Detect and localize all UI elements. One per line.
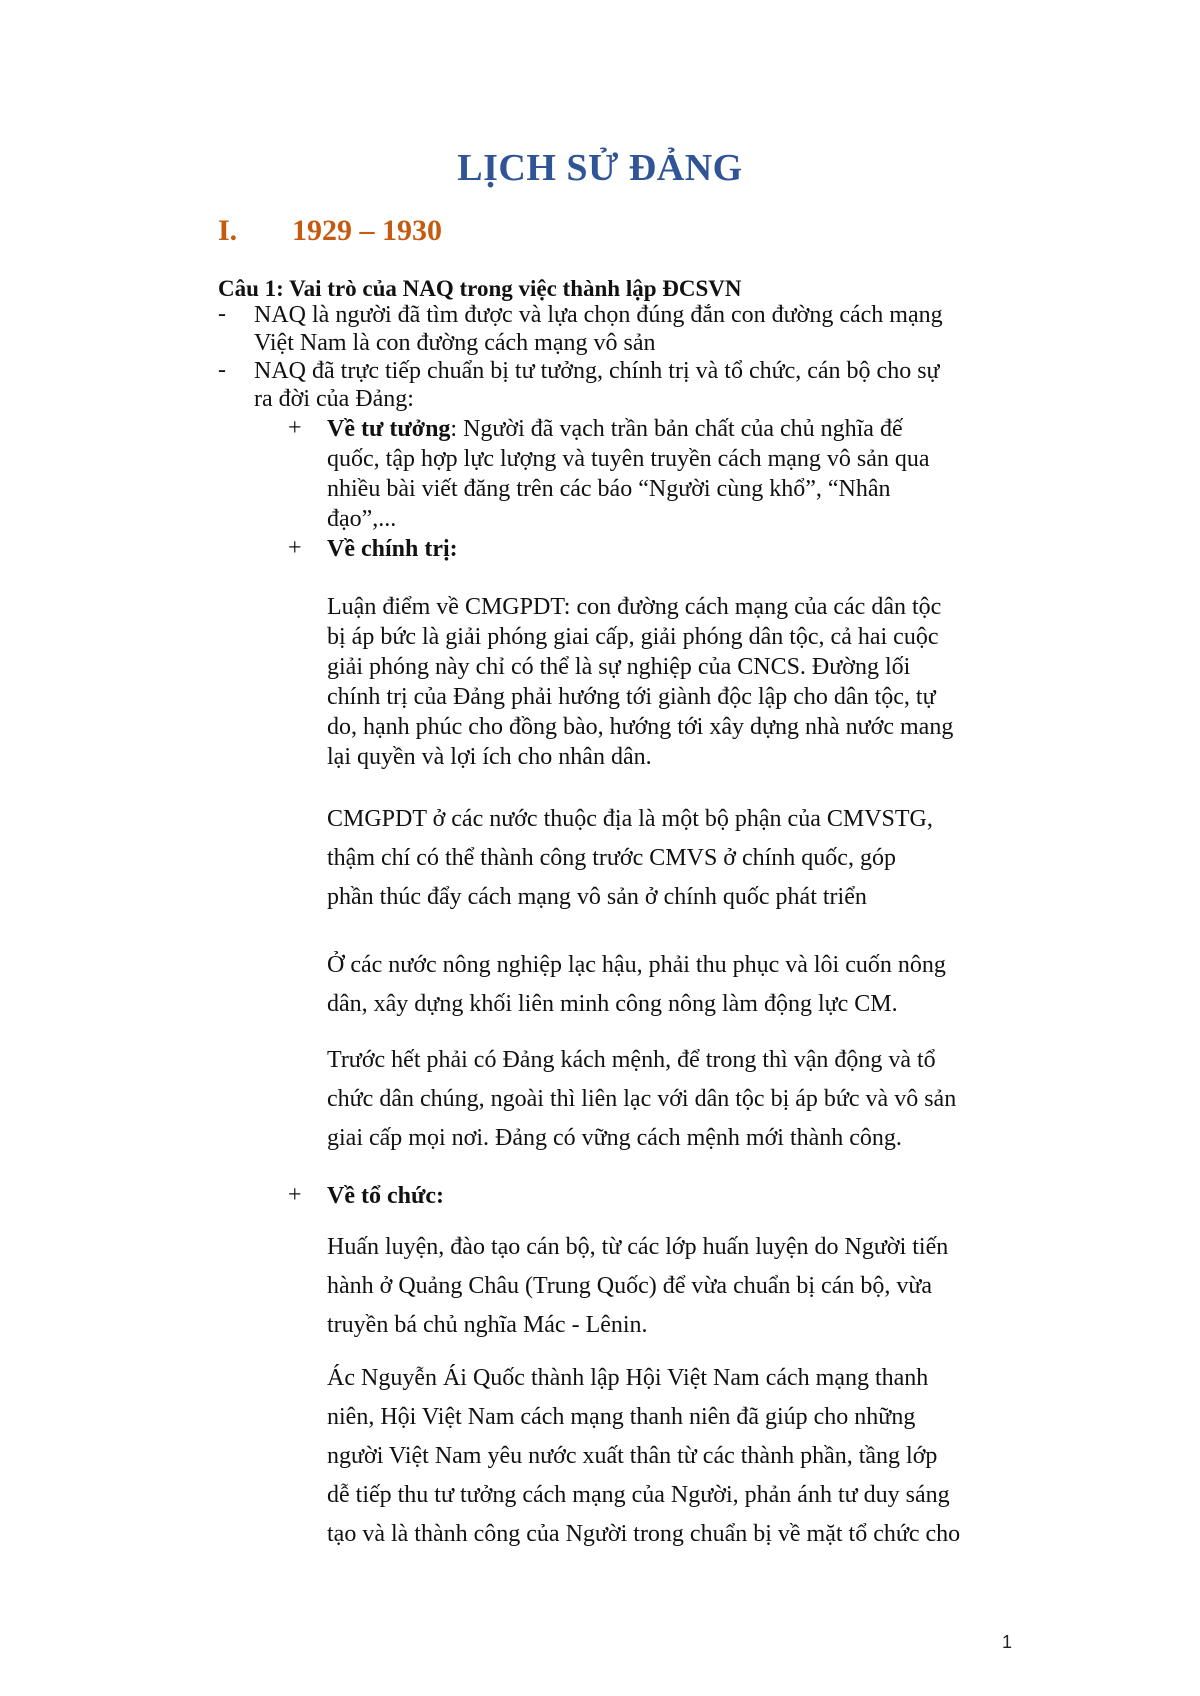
paragraph-line: Huấn luyện, đào tạo cán bộ, từ các lớp huấn luyện do Người tiến — [327, 1234, 949, 1260]
section-number: I. — [218, 214, 238, 247]
paragraph-line: truyền bá chủ nghĩa Mác - Lênin. — [327, 1312, 648, 1338]
sub-bullet-line: quốc, tập hợp lực lượng và tuyên truyền cách mạng vô sản qua — [327, 446, 930, 472]
paragraph-line: dễ tiếp thu tư tưởng cách mạng của Người, phản ánh tư duy sáng — [327, 1482, 950, 1508]
paragraph-line: chính trị của Đảng phải hướng tới giành độc lập cho dân tộc, tự — [327, 684, 936, 710]
paragraph-line: Ở các nước nông nghiệp lạc hậu, phải thu phục và lôi cuốn nông — [327, 952, 946, 978]
paragraph-line: lại quyền và lợi ích cho nhân dân. — [327, 744, 652, 770]
paragraph-line: bị áp bức là giải phóng giai cấp, giải phóng dân tộc, cả hai cuộc — [327, 624, 939, 650]
bullet-marker: - — [218, 357, 226, 383]
sub-bullet-label: Về tổ chức: — [327, 1183, 445, 1209]
page-number: 1 — [1001, 1632, 1012, 1652]
sub-bullet-marker: + — [288, 1182, 302, 1208]
paragraph-line: Trước hết phải có Đảng kách mệnh, để trong thì vận động và tổ — [327, 1047, 936, 1073]
document-title: LỊCH SỬ ĐẢNG — [457, 147, 743, 189]
question-heading: Câu 1: Vai trò của NAQ trong việc thành lập ĐCSVN — [218, 276, 742, 301]
paragraph-line: người Việt Nam yêu nước xuất thân từ các thành phần, tầng lớp — [327, 1443, 938, 1469]
section-title: 1929 – 1930 — [292, 214, 442, 247]
paragraph-line: phần thúc đẩy cách mạng vô sản ở chính quốc phát triển — [327, 884, 867, 910]
bullet-line: ra đời của Đảng: — [254, 386, 414, 412]
paragraph-line: giai cấp mọi nơi. Đảng có vững cách mệnh mới thành công. — [327, 1125, 902, 1151]
paragraph-line: do, hạnh phúc cho đồng bào, hướng tới xây dựng nhà nước mang — [327, 714, 954, 740]
sub-bullet-text: : Người đã vạch trần bản chất của chủ nghĩa đế — [450, 416, 903, 442]
bullet-marker: - — [218, 301, 226, 327]
paragraph-line: Luận điểm về CMGPDT: con đường cách mạng của các dân tộc — [327, 594, 942, 620]
paragraph-line: niên, Hội Việt Nam cách mạng thanh niên đã giúp cho những — [327, 1404, 916, 1430]
sub-bullet-label: Về chính trị: — [327, 536, 458, 562]
paragraph-line: thậm chí có thể thành công trước CMVS ở chính quốc, góp — [327, 845, 896, 871]
paragraph-line: dân, xây dựng khối liên minh công nông làm động lực CM. — [327, 991, 898, 1017]
sub-bullet-line — [327, 415, 903, 443]
paragraph-line: tạo và là thành công của Người trong chuẩn bị về mặt tổ chức cho — [327, 1521, 961, 1547]
sub-bullet-marker: + — [288, 415, 302, 441]
bullet-line: Việt Nam là con đường cách mạng vô sản — [254, 330, 656, 356]
sub-bullet-line: nhiều bài viết đăng trên các báo “Người cùng khổ”, “Nhân — [327, 476, 891, 502]
bullet-line: NAQ đã trực tiếp chuẩn bị tư tưởng, chính trị và tổ chức, cán bộ cho sự — [254, 358, 940, 384]
paragraph-line: chức dân chúng, ngoài thì liên lạc với dân tộc bị áp bức và vô sản — [327, 1086, 957, 1112]
paragraph-line: Ác Nguyễn Ái Quốc thành lập Hội Việt Nam cách mạng thanh — [327, 1365, 929, 1391]
paragraph-line: giải phóng này chỉ có thể là sự nghiệp của CNCS. Đường lối — [327, 654, 911, 680]
paragraph-line: hành ở Quảng Châu (Trung Quốc) để vừa chuẩn bị cán bộ, vừa — [327, 1273, 933, 1299]
sub-bullet-label: Về tư tưởng — [327, 416, 451, 442]
bullet-line: NAQ là người đã tìm được và lựa chọn đúng đắn con đường cách mạng — [254, 302, 943, 328]
sub-bullet-line: đạo”,... — [327, 506, 397, 532]
paragraph-line: CMGPDT ở các nước thuộc địa là một bộ phận của CMVSTG, — [327, 806, 933, 832]
sub-bullet-marker: + — [288, 535, 302, 561]
